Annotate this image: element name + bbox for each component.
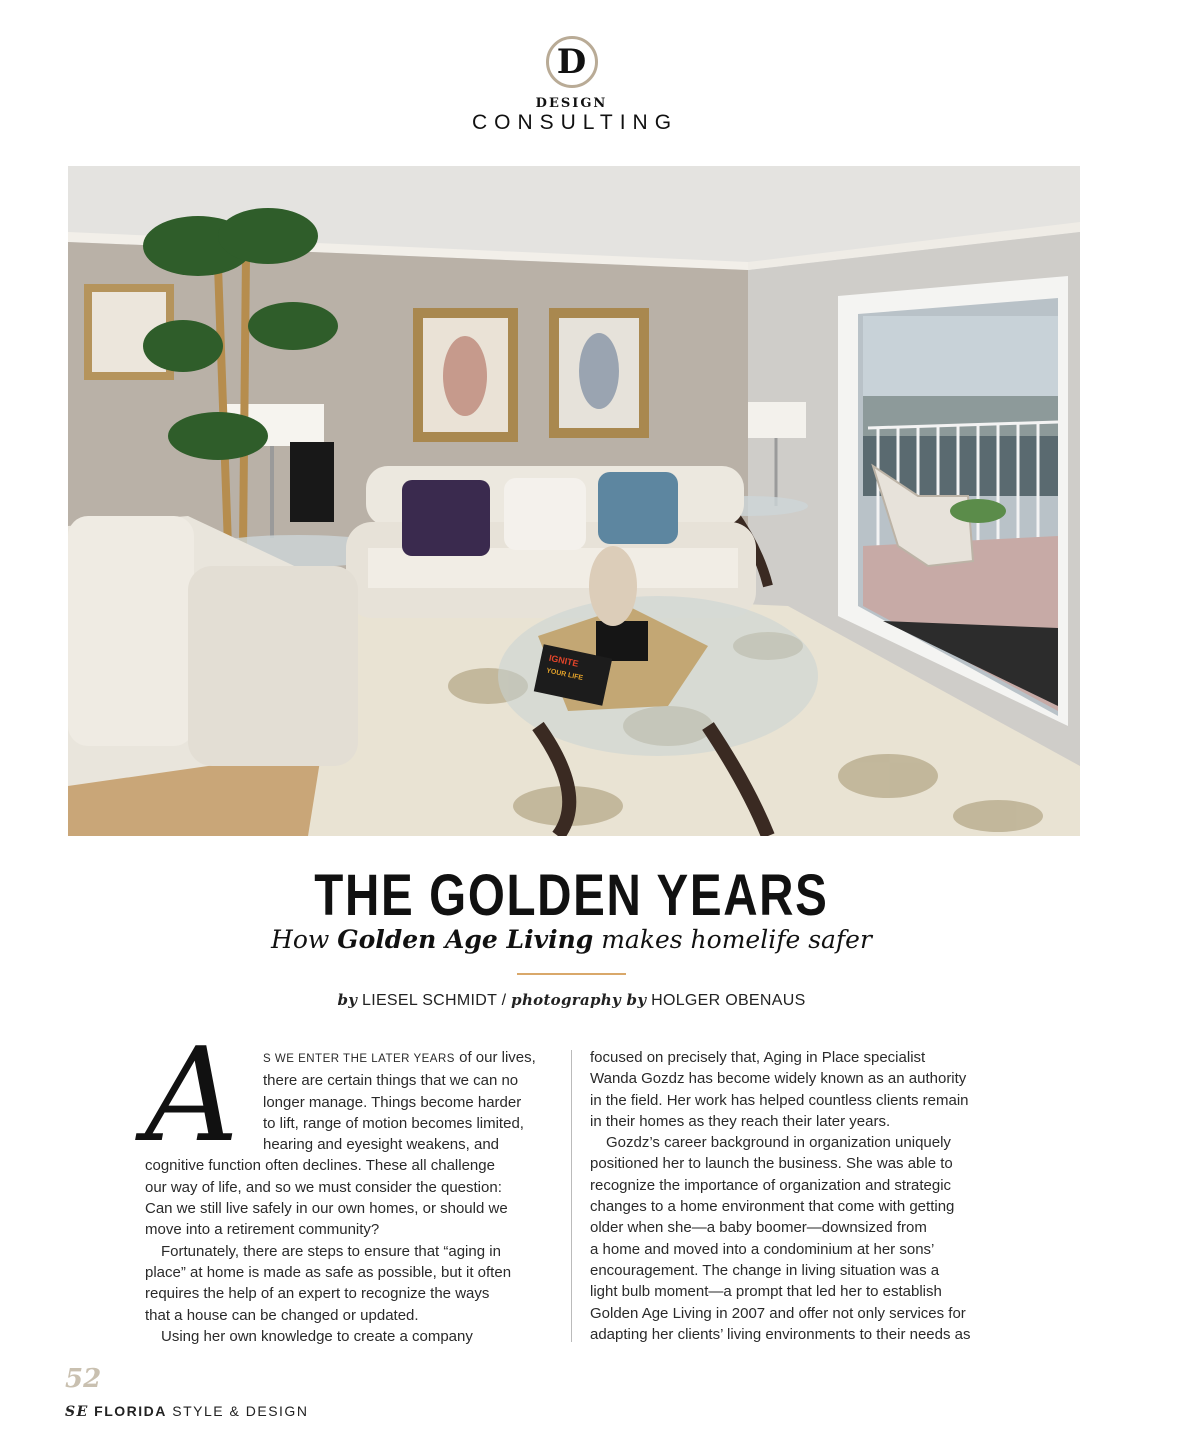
publication-footer [65, 1403, 308, 1420]
pub-florida: FLORIDA [94, 1403, 167, 1419]
body-line: Wanda Gozdz has become widely known as an authority [590, 1070, 967, 1088]
lead-in-rest: of our lives, [454, 1049, 536, 1066]
lead-in: S WE ENTER THE LATER YEARS [263, 1053, 455, 1065]
section-label-small: DESIGN [535, 96, 608, 111]
byline-author: LIESEL SCHMIDT [362, 992, 497, 1009]
article-headline: THE GOLDEN YEARS [314, 863, 829, 928]
subhead-bold: Golden Age Living [337, 925, 594, 954]
drop-cap: A [145, 1019, 239, 1171]
book-title-line-2: YOUR LIFE [545, 667, 584, 683]
article-subhead [0, 925, 1143, 954]
pub-se: SE [65, 1404, 89, 1420]
body-line: adapting her clients’ living environments to their needs as [590, 1325, 971, 1343]
body-line: place” at home is made as safe as possible, but it often [145, 1263, 512, 1281]
section-logo [0, 36, 1143, 135]
body-line: positioned her to launch the business. She was able to [590, 1155, 953, 1173]
byline-photographer: HOLGER OBENAUS [651, 992, 806, 1009]
body-line: our way of life, and so we must consider the question: [145, 1178, 502, 1196]
hero-photo [68, 166, 1080, 836]
body-line: hearing and eyesight weakens, and [263, 1136, 500, 1154]
body-line: Using her own knowledge to create a company [161, 1327, 473, 1345]
body-line: Gozdz’s career background in organization uniquely [606, 1134, 951, 1152]
body-line: move into a retirement community? [145, 1221, 380, 1239]
body-line: cognitive function often declines. These all challenge [145, 1157, 495, 1175]
living-room-photo-icon [68, 166, 1080, 836]
body-line: in their homes as they reach their later years. [590, 1112, 891, 1130]
byline [0, 991, 1143, 1010]
section-label-large: CONSULTING [471, 111, 679, 134]
column-divider [571, 1050, 572, 1342]
body-line: there are certain things that we can no [263, 1072, 519, 1090]
body-line: encouragement. The change in living situation was a [590, 1261, 940, 1279]
byline-by: by [337, 991, 358, 1009]
body-line: in the field. Her work has helped countless clients remain [590, 1091, 969, 1109]
subhead-pre: How [271, 925, 338, 954]
body-line: Can we still live safely in our own homes, or should we [145, 1200, 508, 1218]
body-line: focused on precisely that, Aging in Place specialist [590, 1049, 926, 1066]
body-column-right [590, 1047, 1010, 1345]
body-line: that a house can be changed or updated. [145, 1306, 419, 1324]
accent-rule [517, 973, 626, 975]
body-line: Golden Age Living in 2007 and offer not only services for [590, 1304, 966, 1322]
body-line: to lift, range of motion becomes limited, [263, 1114, 524, 1132]
subhead-post: makes homelife safer [593, 925, 872, 954]
body-line: requires the help of an expert to recognize the ways [145, 1285, 490, 1303]
body-column-left [145, 1047, 563, 1347]
body-line: changes to a home environment that come with getting [590, 1198, 955, 1216]
logo-letter: D [556, 42, 587, 82]
body-line: longer manage. Things become harder [263, 1093, 522, 1111]
body-line: older when she—a baby boomer—downsized from [590, 1219, 927, 1237]
book-title-line-1: IGNITE [548, 652, 580, 669]
body-line [145, 1047, 563, 1070]
page-number: 52 [65, 1364, 102, 1394]
body-line: a home and moved into a condominium at her sons’ [590, 1240, 935, 1258]
body-line: light bulb moment—a prompt that led her to establish [590, 1283, 942, 1301]
body-line: recognize the importance of organization and strategic [590, 1176, 952, 1194]
pub-rest: STYLE & DESIGN [172, 1403, 309, 1419]
byline-photo-label: photography by [511, 991, 647, 1009]
body-line: Fortunately, there are steps to ensure that “aging in [161, 1242, 501, 1260]
byline-separator: / [496, 992, 512, 1009]
logo-d-icon [546, 36, 598, 88]
